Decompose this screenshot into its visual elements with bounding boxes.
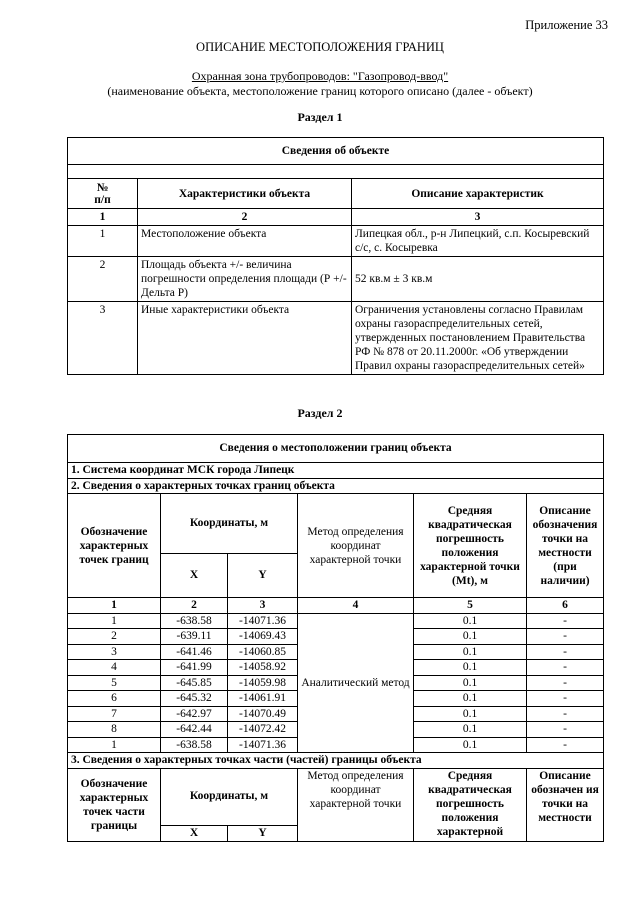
col-number: 3 bbox=[352, 209, 604, 226]
point-x: -645.32 bbox=[161, 691, 228, 707]
col-header-method bbox=[298, 768, 414, 841]
col-header-number: № п/п bbox=[68, 179, 138, 209]
row-name: Площадь объекта +/- величина погрешности определения площади (Р +/- Дельта Р) bbox=[138, 257, 352, 302]
col-number: 5 bbox=[414, 598, 527, 614]
point-x: -642.44 bbox=[161, 722, 228, 738]
col-header-error bbox=[414, 768, 527, 841]
boundary-points-table bbox=[67, 434, 604, 842]
point-description: - bbox=[527, 675, 604, 691]
col-number: 1 bbox=[68, 598, 161, 614]
coordinate-system: 1. Система координат МСК города Липецк bbox=[68, 463, 604, 479]
col-number: 1 bbox=[68, 209, 138, 226]
point-description: - bbox=[527, 691, 604, 707]
col-number: 3 bbox=[228, 598, 298, 614]
point-description: - bbox=[527, 629, 604, 645]
point-description: - bbox=[527, 613, 604, 629]
document-title: ОПИСАНИЕ МЕСТОПОЛОЖЕНИЯ ГРАНИЦ bbox=[196, 40, 444, 54]
point-description: - bbox=[527, 706, 604, 722]
col-number: 2 bbox=[138, 209, 352, 226]
object-caption: (наименование объекта, местоположение границ которого описано (далее - объект) bbox=[107, 84, 533, 98]
point-number: 7 bbox=[68, 706, 161, 722]
col-header-method-text: Метод определения координат характерной точки bbox=[307, 769, 404, 810]
point-x: -645.85 bbox=[161, 675, 228, 691]
appendix-label: Приложение 33 bbox=[525, 18, 608, 32]
point-error: 0.1 bbox=[414, 660, 527, 676]
point-y: -14061.91 bbox=[228, 691, 298, 707]
point-y: -14058.92 bbox=[228, 660, 298, 676]
point-y: -14060.85 bbox=[228, 644, 298, 660]
point-x: -642.97 bbox=[161, 706, 228, 722]
point-error: 0.1 bbox=[414, 737, 527, 753]
col-header-error: Средняя квадратическая погрешность положения характерной точки (Mt), м bbox=[414, 494, 527, 598]
col-header-error-text: Средняя квадратическая погрешность положения характерной bbox=[428, 769, 512, 838]
col-header-coordinates: Координаты, м bbox=[161, 768, 298, 825]
point-error: 0.1 bbox=[414, 629, 527, 645]
point-x: -638.58 bbox=[161, 737, 228, 753]
col-header-point: Обозначение характерных точек границ bbox=[68, 494, 161, 598]
row-description: Ограничения установлены согласно Правилам охраны газораспределительных сетей, утвержденных постановлением Правительства РФ № 878 от 20.11.2000г. «Об утверждении Правил охраны газораспределительных сетей» bbox=[352, 302, 604, 375]
col-header-point-part: Обозначение характерных точек части границы bbox=[68, 768, 161, 841]
object-info-table bbox=[67, 137, 604, 375]
point-y: -14059.98 bbox=[228, 675, 298, 691]
row-name: Местоположение объекта bbox=[138, 226, 352, 257]
table-row bbox=[68, 613, 604, 629]
row-description: Липецкая обл., р-н Липецкий, с.п. Косыревский с/с, с. Косыревка bbox=[352, 226, 604, 257]
point-y: -14071.36 bbox=[228, 613, 298, 629]
point-error: 0.1 bbox=[414, 706, 527, 722]
table-row bbox=[68, 257, 604, 302]
col-header-x: X bbox=[161, 554, 228, 598]
row-number: 1 bbox=[68, 226, 138, 257]
row-name: Иные характеристики объекта bbox=[138, 302, 352, 375]
point-error: 0.1 bbox=[414, 722, 527, 738]
point-number: 1 bbox=[68, 613, 161, 629]
point-description: - bbox=[527, 660, 604, 676]
point-x: -641.99 bbox=[161, 660, 228, 676]
section2-heading: Раздел 2 bbox=[297, 406, 343, 420]
point-x: -638.58 bbox=[161, 613, 228, 629]
object-name: Охранная зона трубопроводов: "Газопровод-ввод" bbox=[191, 69, 449, 83]
col-header-y: Y bbox=[228, 554, 298, 598]
col-header-characteristics: Характеристики объекта bbox=[138, 179, 352, 209]
point-number: 4 bbox=[68, 660, 161, 676]
table-row bbox=[68, 226, 604, 257]
point-y: -14071.36 bbox=[228, 737, 298, 753]
point-description: - bbox=[527, 737, 604, 753]
point-x: -639.11 bbox=[161, 629, 228, 645]
col-number: 2 bbox=[161, 598, 228, 614]
point-error: 0.1 bbox=[414, 644, 527, 660]
point-number: 8 bbox=[68, 722, 161, 738]
point-number: 3 bbox=[68, 644, 161, 660]
point-y: -14069.43 bbox=[228, 629, 298, 645]
col-header-y: Y bbox=[228, 825, 298, 841]
point-number: 2 bbox=[68, 629, 161, 645]
part-points-subheading: 3. Сведения о характерных точках части (частей) границы объекта bbox=[68, 753, 604, 769]
point-number: 5 bbox=[68, 675, 161, 691]
col-header-x: X bbox=[161, 825, 228, 841]
row-description: 52 кв.м ± 3 кв.м bbox=[352, 257, 604, 302]
col-header-coordinates: Координаты, м bbox=[161, 494, 298, 554]
col-number: 4 bbox=[298, 598, 414, 614]
point-error: 0.1 bbox=[414, 675, 527, 691]
point-number: 6 bbox=[68, 691, 161, 707]
table-title: Сведения об объекте bbox=[68, 138, 604, 165]
point-error: 0.1 bbox=[414, 691, 527, 707]
point-x: -641.46 bbox=[161, 644, 228, 660]
col-header-description: Описание характеристик bbox=[352, 179, 604, 209]
section1-heading: Раздел 1 bbox=[297, 110, 343, 124]
row-number: 2 bbox=[68, 257, 138, 302]
col-header-description-text: Описание обозначен ия точки на местности bbox=[531, 769, 599, 824]
point-y: -14070.49 bbox=[228, 706, 298, 722]
table-row bbox=[68, 302, 604, 375]
points-subheading: 2. Сведения о характерных точках границ объекта bbox=[68, 478, 604, 494]
table-title: Сведения о местоположении границ объекта bbox=[68, 435, 604, 463]
table-spacer bbox=[68, 165, 604, 179]
col-header-description bbox=[527, 768, 604, 841]
row-number: 3 bbox=[68, 302, 138, 375]
point-number: 1 bbox=[68, 737, 161, 753]
col-header-method: Метод определения координат характерной точки bbox=[298, 494, 414, 598]
point-y: -14072.42 bbox=[228, 722, 298, 738]
method-cell: Аналитический метод bbox=[298, 613, 414, 753]
point-description: - bbox=[527, 644, 604, 660]
col-header-description: Описание обозначения точки на местности (при наличии) bbox=[527, 494, 604, 598]
point-description: - bbox=[527, 722, 604, 738]
point-error: 0.1 bbox=[414, 613, 527, 629]
col-number: 6 bbox=[527, 598, 604, 614]
